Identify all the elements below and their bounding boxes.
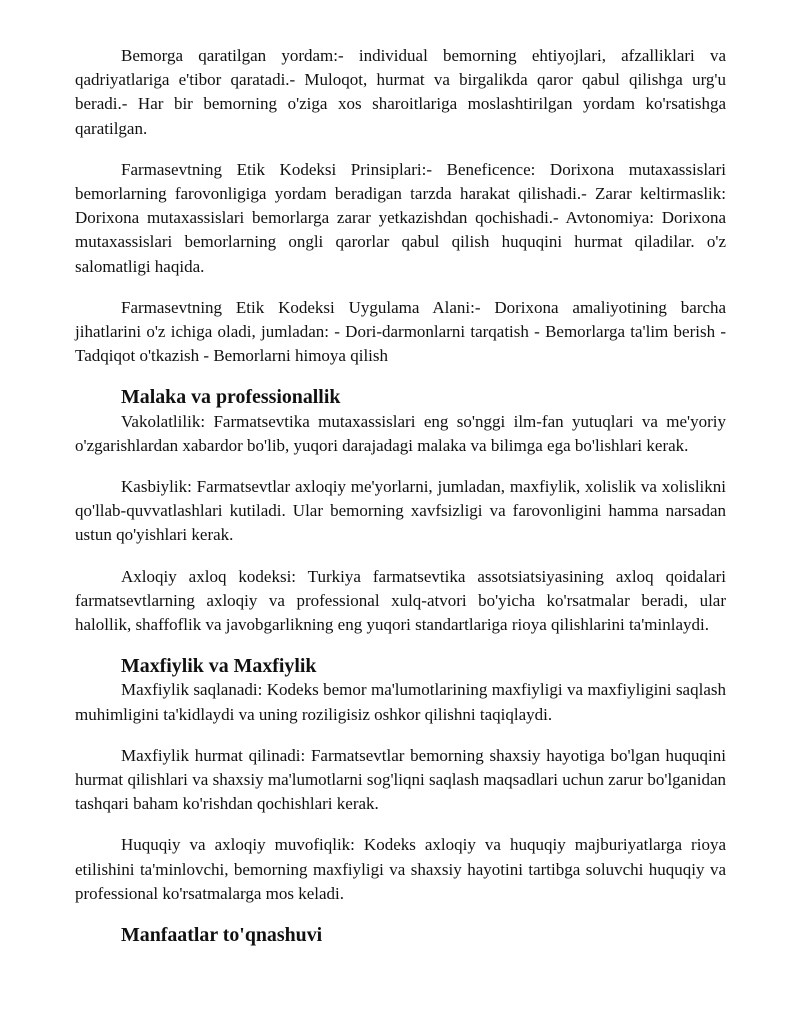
paragraph-ethics-principles: Farmasevtning Etik Kodeksi Prinsiplari:- Beneficence: Dorixona mutaxassislari bemorlarning farovonligiga yordam beradigan tarzda harakat qilishadi.- Zarar keltirmaslik: Dorixona mutaxassislari bemorlarga zarar yetkazishdan qochishadi.- Avtonomiya: Dorixona mutaxassislari bemorlarning ongli qarorlar qabul qilish huquqini hurmat qiladilar. o'z salomatligi haqida. bbox=[75, 159, 726, 276]
paragraph-patient-centered-care: Bemorga qaratilgan yordam:- individual bemorning ehtiyojlari, afzalliklari va qadriyatlariga e'tibor qaratadi.- Muloqot, hurmat va birgalikda qaror qabul qilishga urg'u beradi.- Har bir bemorning o'ziga xos sharoitlariga moslashtirilgan yordam ko'rsatishga qaratilgan. bbox=[75, 46, 726, 138]
section-heading-confidentiality: Maxfiylik va Maxfiylik bbox=[121, 655, 317, 678]
paragraph-privacy-respected: Maxfiylik hurmat qilinadi: Farmatsevtlar bemorning shaxsiy hayotiga bo'lgan huquqini hurmat qilishlari va shaxsiy ma'lumotlarni sog'liqni saqlash maqsadlari uchun zarur bo'lganidan tashqari baham ko'rishdan qochishlari kerak. bbox=[75, 745, 726, 814]
section-heading-conflict-of-interest: Manfaatlar to'qnashuvi bbox=[121, 924, 323, 947]
paragraph-code-of-conduct: Axloqiy axloq kodeksi: Turkiya farmatsevtika assotsiatsiyasining axloq qoidalari farmatsevtlarning axloqiy va professional xulq-atvori bo'yicha ko'rsatmalar beradi, ular halollik, shaffoflik va javobgarlikning eng yuqori standartlariga rioya qilishlarini ta'minlaydi. bbox=[75, 566, 726, 635]
section-heading-competence: Malaka va professionallik bbox=[121, 386, 341, 409]
paragraph-competence: Vakolatlilik: Farmatsevtika mutaxassislari eng so'nggi ilm-fan yutuqlari va me'yoriy o'zgarishlardan xabardor bo'lib, yuqori darajadagi malaka va bilimga ega bo'lishlari kerak. bbox=[75, 411, 726, 455]
document-page bbox=[75, 44, 726, 947]
paragraph-ethics-scope: Farmasevtning Etik Kodeksi Uygulama Alani:- Dorixona amaliyotining barcha jihatlarini o'z ichiga oladi, jumladan: - Dori-darmonlarni tarqatish - Bemorlarga ta'lim berish - Tadqiqot o'tkazish - Bemorlarni himoya qilish bbox=[75, 297, 726, 366]
paragraph-legal-compliance: Huquqiy va axloqiy muvofiqlik: Kodeks axloqiy va huquqiy majburiyatlarga rioya etilishini ta'minlovchi, bemorning maxfiyligi va shaxsiy hayotini tartibga soluvchi huquqiy va professional ko'rsatmalarga mos keladi. bbox=[75, 835, 726, 903]
paragraph-confidentiality-kept: Maxfiylik saqlanadi: Kodeks bemor ma'lumotlarining maxfiyligi va maxfiyligini saqlash muhimligini ta'kidlaydi va uning roziligisiz oshkor qilishni taqiqlaydi. bbox=[75, 680, 726, 724]
paragraph-professionalism: Kasbiylik: Farmatsevtlar axloqiy me'yorlarni, jumladan, maxfiylik, xolislik va xolislikni qo'llab-quvvatlashlari kutiladi. Ular bemorning xavfsizligi va farovonligini hamma narsadan ustun qo'yishlari kerak. bbox=[75, 477, 726, 545]
